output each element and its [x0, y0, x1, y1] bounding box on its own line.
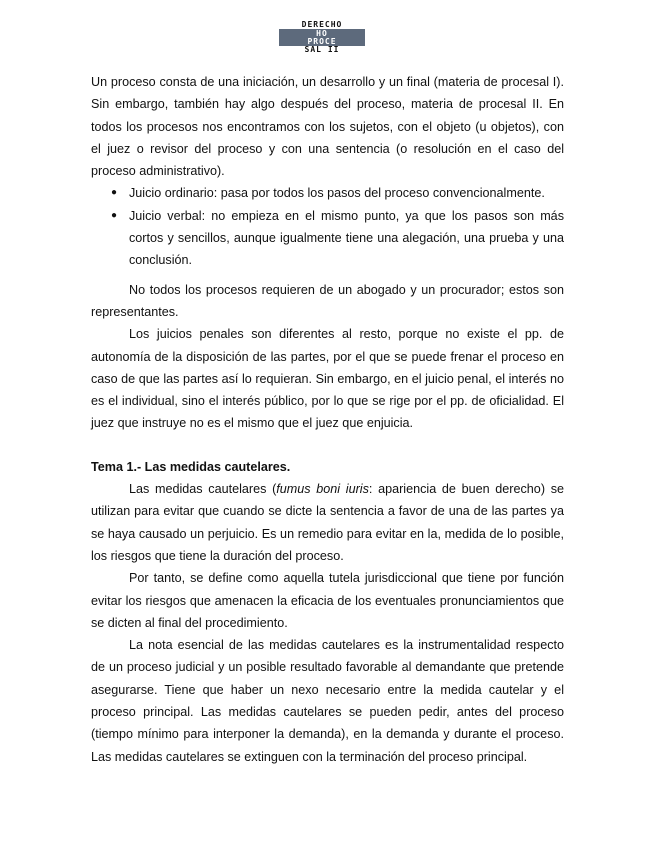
- list-item-text: Juicio ordinario: pasa por todos los pasos del proceso convencionalmente.: [129, 186, 545, 201]
- bullet-icon: ●: [111, 187, 118, 199]
- bullet-list: [91, 182, 564, 271]
- list-item: [91, 205, 564, 272]
- intro-paragraph: Un proceso consta de una iniciación, un desarrollo y un final (materia de procesal I). Sin embargo, también hay algo después del proceso, materia de procesal II. En todos los procesos nos encontramos con los sujetos, con el objeto (u objetos), con el juez o revisor del proceso y con una sentencia (o resolución en el caso del proceso administrativo).: [91, 75, 564, 179]
- logo-line: HO: [316, 29, 328, 38]
- bullet-icon: ●: [111, 209, 118, 221]
- logo-line: PROCE: [307, 37, 337, 46]
- list-item: [91, 182, 564, 204]
- paragraph-text: Las medidas cautelares (: [129, 482, 277, 497]
- document-body: [91, 71, 564, 768]
- paragraph: Los juicios penales son diferentes al resto, porque no existe el pp. de autonomía de la disposición de las partes, por el que se puede frenar el proceso en caso de que las partes así lo requieran. Sin embargo, en el juicio penal, el interés no es el individual, sino el interés público, por lo que se rige por el pp. de oficialidad. El juez que instruye no es el mismo que el juez que enjuicia.: [91, 327, 564, 431]
- latin-term: fumus boni iuris: [276, 482, 369, 497]
- section-heading: Tema 1.- Las medidas cautelares.: [91, 459, 291, 474]
- paragraph-text: : apariencia de buen derecho) se utilizan para evitar que cuando se dicte la sentencia a favor de una de las partes ya se haya causado un perjuicio. Es un remedio para evitar en la, medida de lo posible, los riesgos que tiene la duración del proceso.: [91, 482, 565, 563]
- paragraph: Por tanto, se define como aquella tutela jurisdiccional que tiene por función evitar los riesgos que amenacen la eficacia de los eventuales pronunciamientos que se dicten al final del procedimiento.: [91, 571, 564, 630]
- paragraph: No todos los procesos requieren de un abogado y un procurador; estos son representantes.: [91, 282, 564, 319]
- logo-line: SAL II: [304, 45, 340, 54]
- logo-line: DERECHO: [301, 20, 343, 29]
- paragraph: [91, 478, 564, 567]
- header-logo: [279, 20, 365, 53]
- list-item-text: Juicio verbal: no empieza en el mismo punto, ya que los pasos son más cortos y sencillos, aunque igualmente tiene una alegación, una prueba y una conclusión.: [129, 208, 564, 268]
- paragraph: La nota esencial de las medidas cautelares es la instrumentalidad respecto de un proceso judicial y un posible resultado favorable al demandante que pretende asegurarse. Tiene que haber un nexo necesario entre la medida cautelar y el proceso principal. Las medidas cautelares se pueden pedir, antes del proceso (tiempo mínimo para interponer la demanda), en la demanda y durante el proceso. Las medidas cautelares se extinguen con la terminación del proceso principal.: [91, 638, 564, 764]
